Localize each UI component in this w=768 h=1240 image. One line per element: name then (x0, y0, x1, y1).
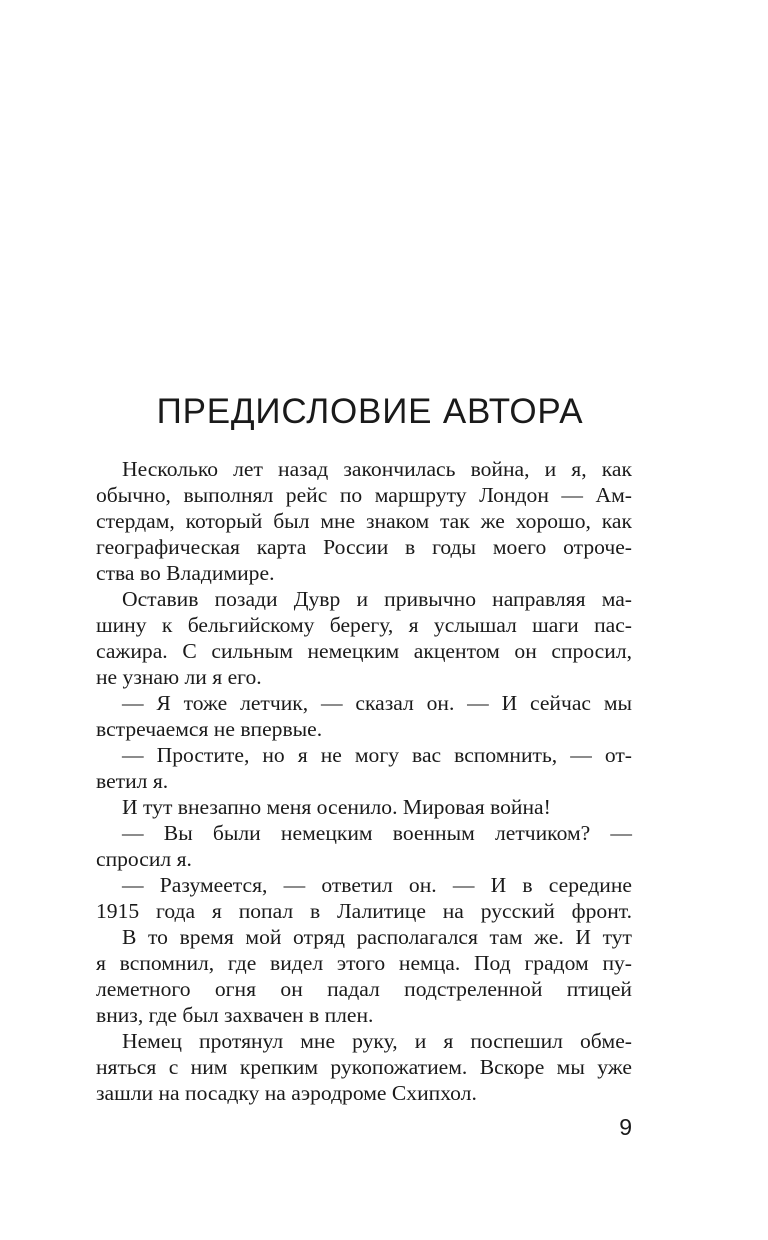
text-line: шину к бельгийскому берегу, я услышал шаги пас- (96, 613, 632, 637)
text-line: ства во Владимире. (96, 561, 275, 585)
text-line: И тут внезапно меня осенило. Мировая война! (122, 795, 551, 819)
text-line: географическая карта России в годы моего отроче- (96, 535, 632, 559)
text-line: ветил я. (96, 769, 169, 793)
text-line: я вспомнил, где видел этого немца. Под градом пу- (96, 951, 632, 975)
text-line: встречаемся не впервые. (96, 717, 323, 741)
text-line: обычно, выполнял рейс по маршруту Лондон — Ам- (96, 483, 632, 507)
text-line: — Вы были немецким военным летчиком? — (122, 821, 632, 845)
text-line: зашли на посадку на аэродроме Схипхол. (96, 1081, 477, 1105)
chapter-title: ПРЕДИСЛОВИЕ АВТОРА (156, 392, 584, 431)
text-line: В то время мой отряд располагался там же. И тут (122, 925, 632, 949)
text-line: Несколько лет назад закончилась война, и я, как (122, 457, 632, 481)
text-line: Оставив позади Дувр и привычно направляя ма- (122, 587, 632, 611)
text-line: — Я тоже летчик, — сказал он. — И сейчас мы (122, 691, 632, 715)
text-line: — Разумеется, — ответил он. — И в середине (122, 873, 632, 897)
text-line: няться с ним крепким рукопожатием. Вскоре мы уже (96, 1055, 632, 1079)
text-line: сажира. С сильным немецким акцентом он спросил, (96, 639, 632, 663)
page-number: 9 (619, 1114, 632, 1140)
text-line: 1915 года я попал в Лалитице на русский фронт. (96, 899, 632, 923)
text-line: спросил я. (96, 847, 192, 871)
text-line: — Простите, но я не могу вас вспомнить, — от- (122, 743, 632, 767)
text-line: вниз, где был захвачен в плен. (96, 1003, 374, 1027)
text-line: Немец протянул мне руку, и я поспешил обме- (122, 1029, 632, 1053)
text-line: не узнаю ли я его. (96, 665, 262, 689)
text-line: стердам, который был мне знаком так же хорошо, как (96, 509, 632, 533)
text-line: леметного огня он падал подстреленной птицей (96, 977, 632, 1001)
